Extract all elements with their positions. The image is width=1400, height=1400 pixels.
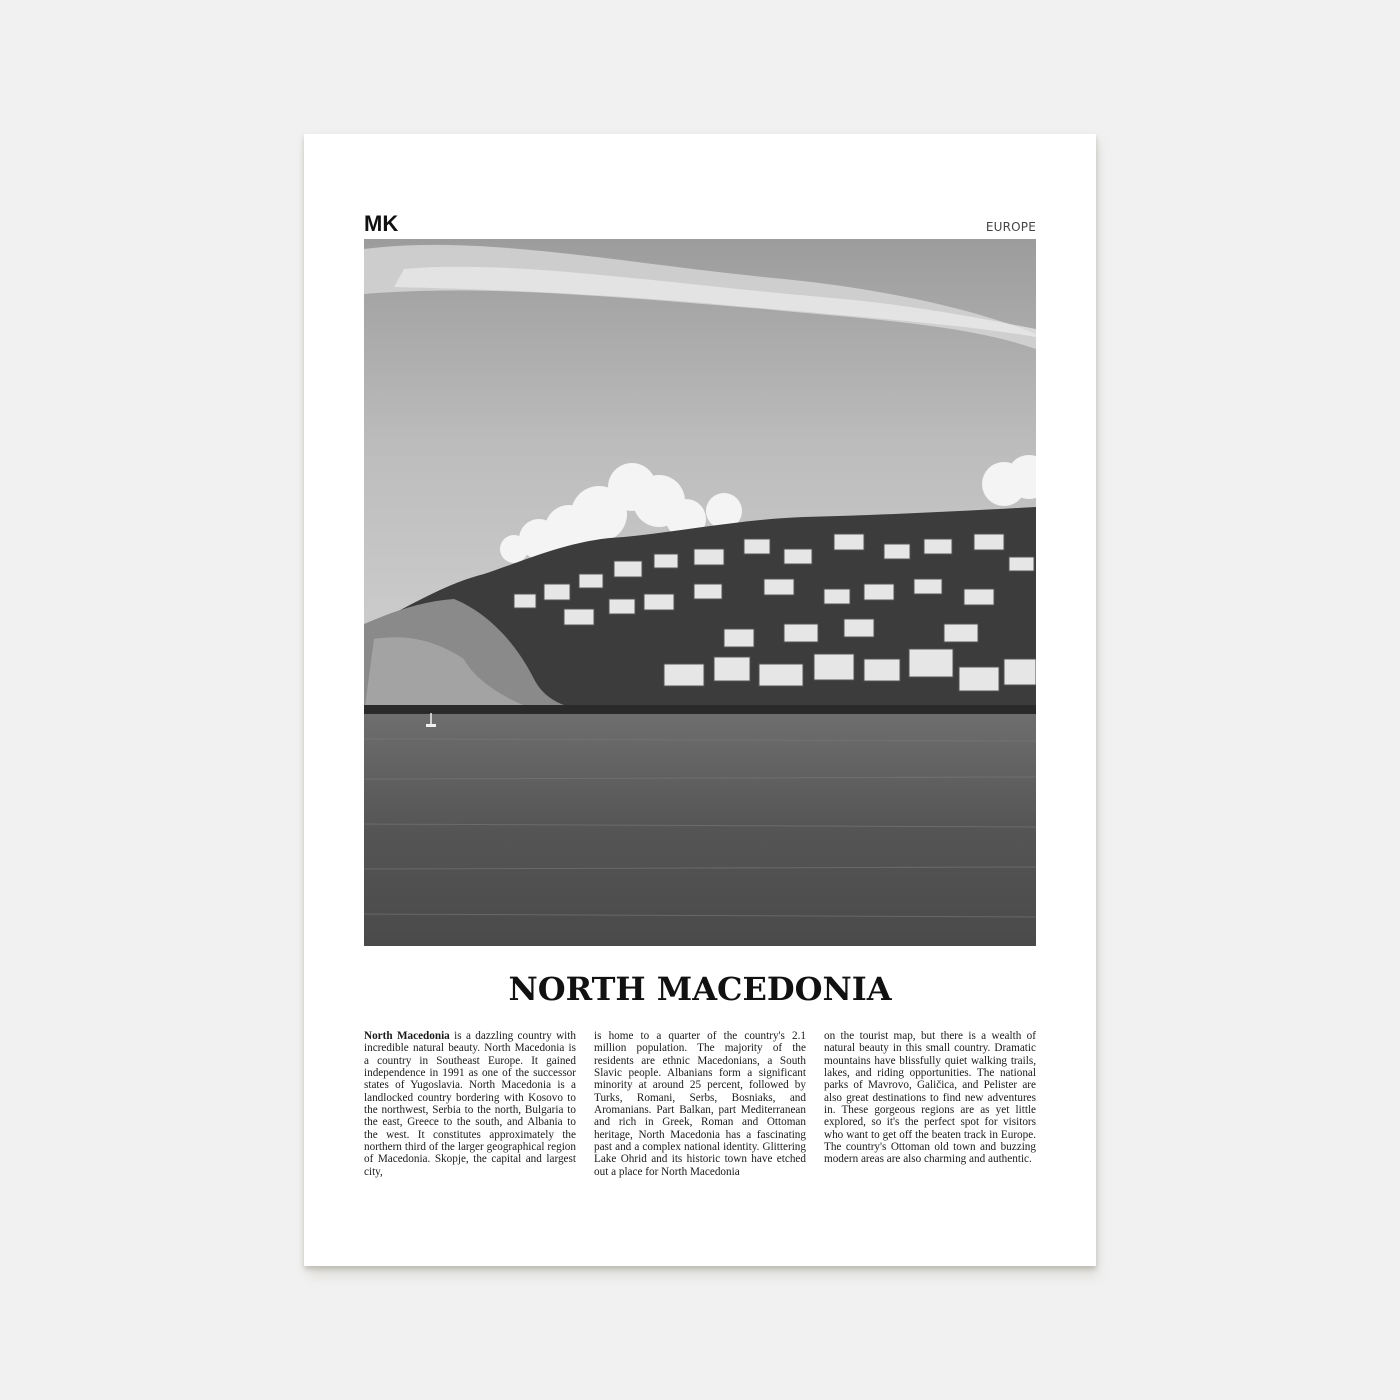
poster [304,134,1096,1266]
description-columns [364,1030,1036,1178]
country-code: MK [364,211,399,236]
lake-town-photo [364,239,1036,946]
column-1-text: is a dazzling country with incredible natural beauty. North Macedonia is a country in Southeast Europe. It gained independence in 1991 as one of the successor states of Yugoslavia. North Macedonia is a landlocked country bordering with Kosovo to the northwest, Serbia to the north, Bulgaria to the east, Greece to the south, and Albania to the west. It constitutes approximately the northern third of the larger geographical region of Macedonia. Skopje, the capital and largest city, [364,1030,576,1178]
description-column-2: is home to a quarter of the country's 2.1 million population. The majority of the residents are ethnic Macedonians, a South Slavic people. Albanians form a significant minority at around 25 percent, followed by Turks, Romani, Serbs, Bosniaks, and Aromanians. Part Balkan, part Mediterranean and rich in Greek, Roman and Ottoman heritage, North Macedonia has a fascinating past and a complex national identity. Glittering Lake Ohrid and its historic town have etched out a place for North Macedonia [594,1030,806,1178]
poster-title: NORTH MACEDONIA [508,970,892,1008]
region-label: EUROPE [985,220,1036,234]
lead-bold: North Macedonia [364,1030,450,1042]
description-column-1 [364,1030,576,1178]
description-column-3: on the tourist map, but there is a wealth of natural beauty in this small country. Dramatic mountains have blissfully quiet walking trails, lakes, and riding opportunities. The national parks of Mavrovo, Galičica, and Pelister are also great destinations to find new adventures in. These gorgeous regions are as yet little explored, so it's the perfect spot for visitors who want to get off the beaten track in Europe. The country's Ottoman old town and buzzing modern areas are also charming and authentic. [824,1030,1036,1166]
